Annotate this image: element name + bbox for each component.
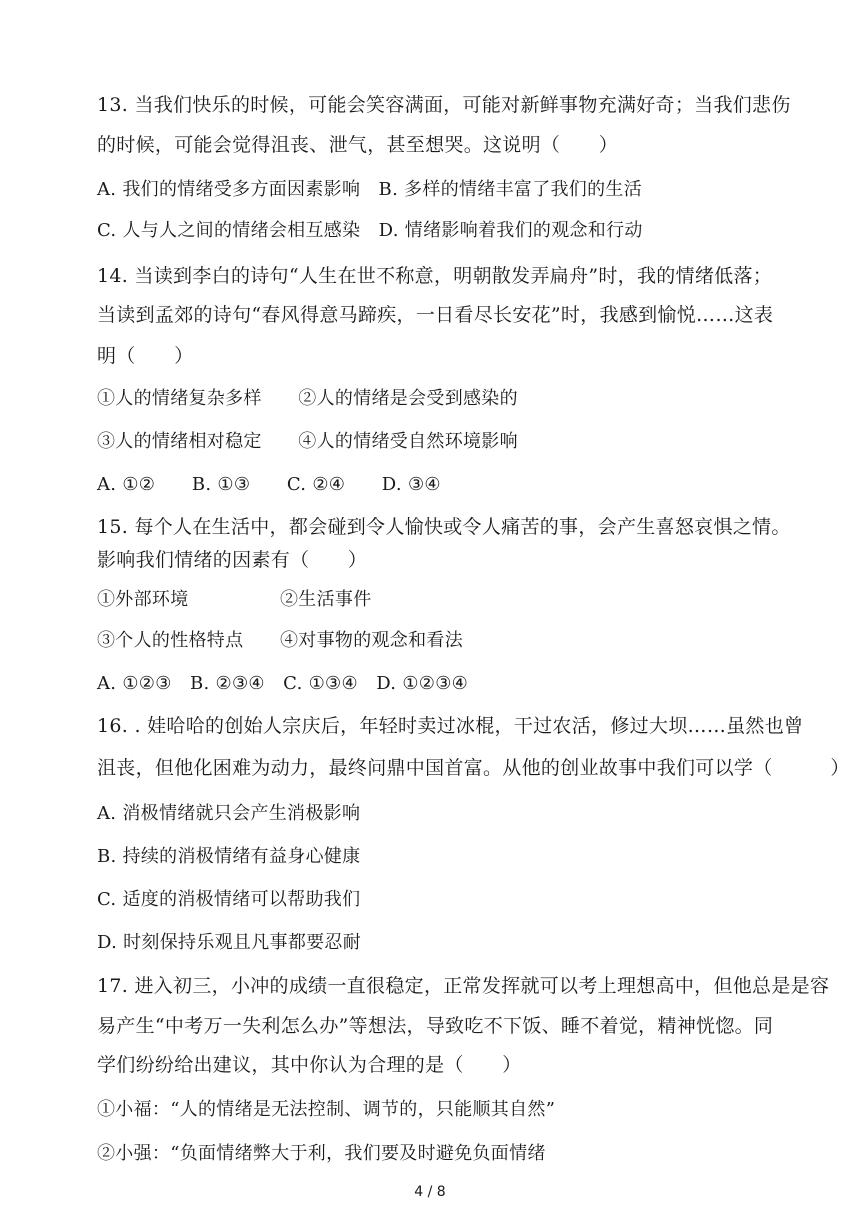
question-17-stem-line-2: 易产生“中考万一失利怎么办”等想法，导致吃不下饭、睡不着觉，精神恍惚。同 (97, 1015, 774, 1037)
question-15-stem-line-2: 影响我们情绪的因素有（ ） (97, 549, 368, 571)
question-14-stem-line-1: 14. 当读到李白的诗句“人生在世不称意，明朝散发弄扁舟”时，我的情绪低落； (97, 265, 773, 287)
question-15-statement-line-2: ③个人的性格特点 ④对事物的观念和看法 (97, 630, 463, 651)
page-number: 4 / 8 (414, 1184, 446, 1200)
question-15-statement-line-1: ①外部环境 ②生活事件 (97, 589, 372, 610)
question-17-statement-line-1: ①小福：“人的情绪是无法控制、调节的，只能顺其自然” (97, 1099, 556, 1120)
question-16-option-d: D. 时刻保持乐观且凡事都要忍耐 (97, 932, 362, 953)
question-16-option-c: C. 适度的消极情绪可以帮助我们 (97, 889, 361, 910)
question-15-choices: A. ①②③ B. ②③④ C. ①③④ D. ①②③④ (97, 673, 469, 694)
question-13-options-line-1: A. 我们的情绪受多方面因素影响 B. 多样的情绪丰富了我们的生活 (97, 179, 643, 200)
question-13-stem-line-2: 的时候，可能会觉得沮丧、泄气，甚至想哭。这说明（ ） (97, 134, 619, 156)
question-14-statement-line-2: ③人的情绪相对稳定 ④人的情绪受自然环境影响 (97, 431, 518, 452)
question-13-stem-line-1: 13. 当我们快乐的时候，可能会笑容满面，可能对新鲜事物充满好奇；当我们悲伤 (97, 94, 791, 116)
question-13-options-line-2: C. 人与人之间的情绪会相互感染 D. 情绪影响着我们的观念和行动 (97, 220, 643, 241)
question-16-stem-line-2: 沮丧，但他化困难为动力，最终问鼎中国首富。从他的创业故事中我们可以学（ ） (97, 757, 850, 779)
question-14-stem-line-3: 明（ ） (97, 345, 194, 367)
question-16-stem-line-1: 16. . 娃哈哈的创始人宗庆后，年轻时卖过冰棍，干过农活，修过大坝……虽然也曾 (97, 715, 804, 737)
question-14-choices: A. ①② B. ①③ C. ②④ D. ③④ (97, 474, 441, 495)
question-15-stem-line-1: 15. 每个人在生活中，都会碰到令人愉快或令人痛苦的事，会产生喜怒哀惧之情。 (97, 516, 791, 538)
question-17-statement-line-2: ②小强：“负面情绪弊大于利，我们要及时避免负面情绪 (97, 1143, 546, 1164)
question-17-stem-line-1: 17. 进入初三，小冲的成绩一直很稳定，正常发挥就可以考上理想高中，但他总是是容 (97, 975, 830, 997)
question-14-stem-line-2: 当读到孟郊的诗句“春风得意马蹄疾，一日看尽长安花”时，我感到愉悦……这表 (97, 304, 774, 326)
question-14-statement-line-1: ①人的情绪复杂多样 ②人的情绪是会受到感染的 (97, 388, 518, 409)
question-16-option-a: A. 消极情绪就只会产生消极影响 (97, 803, 361, 824)
question-17-stem-line-3: 学们纷纷给出建议，其中你认为合理的是（ ） (97, 1054, 522, 1076)
question-16-option-b: B. 持续的消极情绪有益身心健康 (97, 846, 361, 867)
